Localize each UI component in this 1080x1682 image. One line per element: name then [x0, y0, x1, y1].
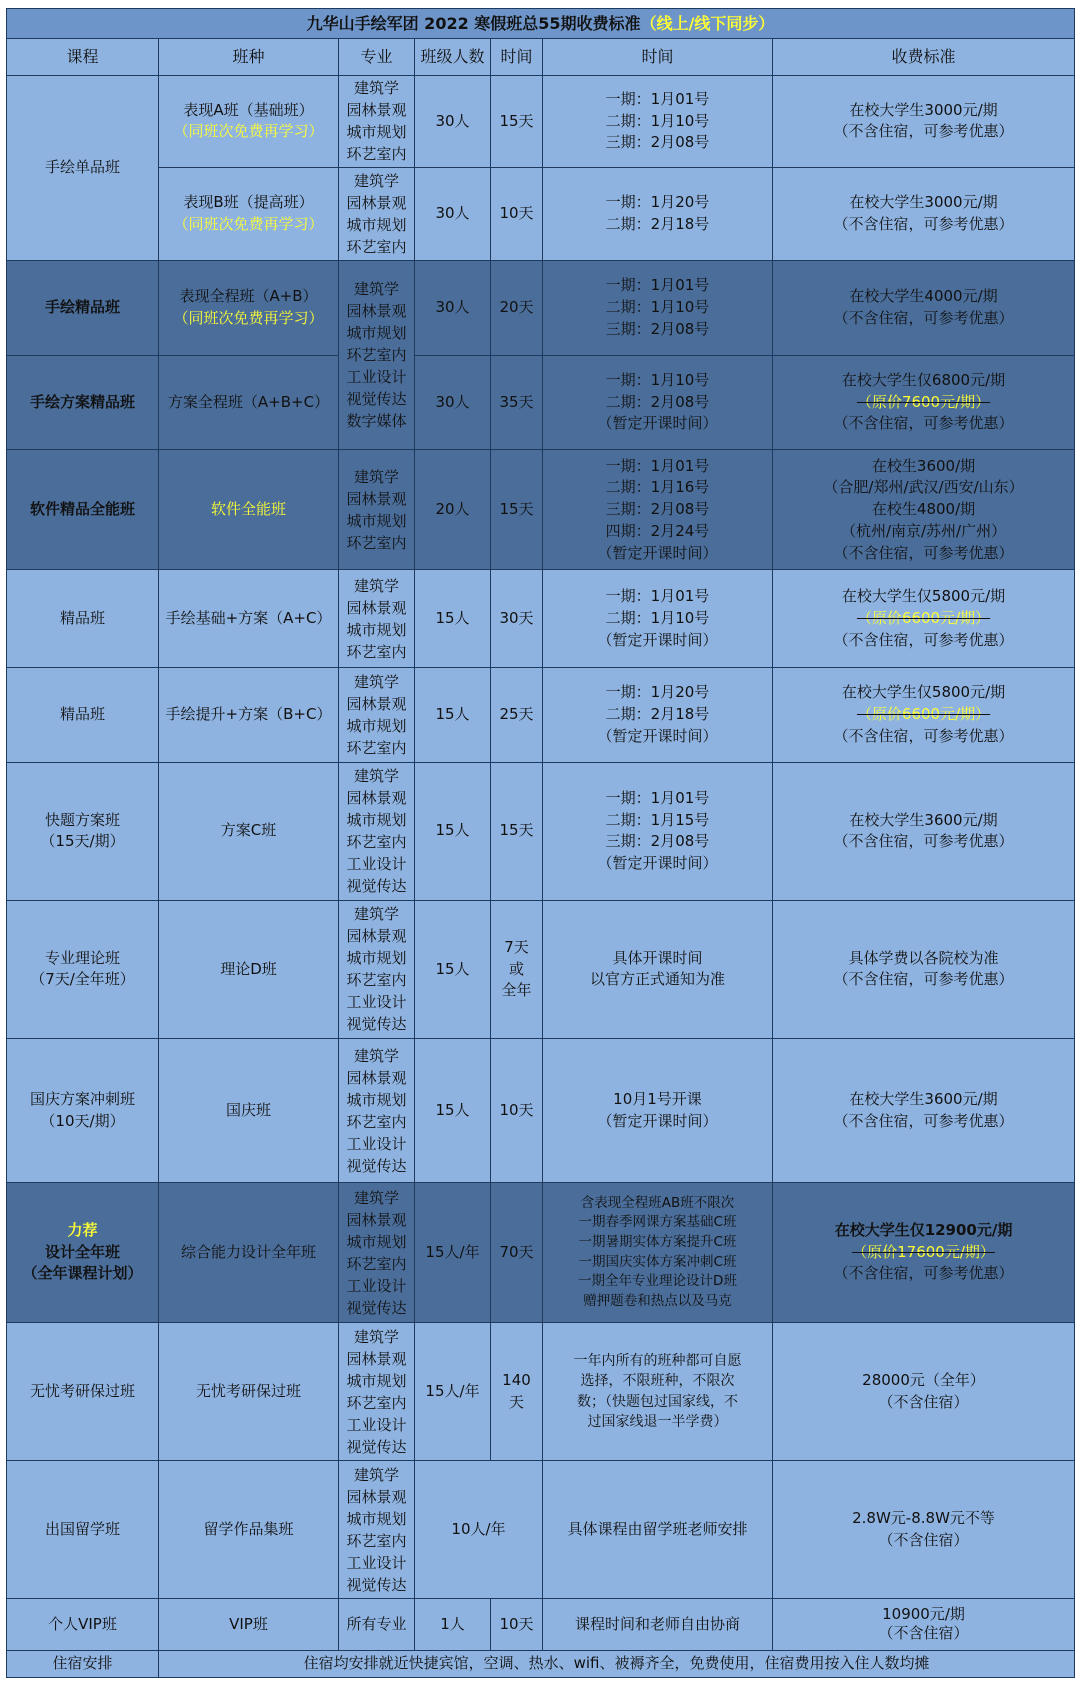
major-item: 工业设计: [346, 993, 407, 1012]
class-name: 表现A班（基础班）: [183, 100, 314, 119]
duration-cell: 10天: [491, 1038, 543, 1182]
fee-note: （不含住宿，可参考优惠）: [833, 122, 1014, 141]
fee-line: （杭州/南京/苏州/广州）: [840, 521, 1007, 540]
major-item: 环艺室内: [346, 642, 407, 661]
course-cell: 出国留学班: [7, 1461, 159, 1599]
schedule-line: 数；（快题包过国家线，不: [577, 1393, 738, 1410]
course-cell: 精品班: [7, 668, 159, 763]
major-item: 工业设计: [346, 855, 407, 874]
class-cell: [159, 168, 339, 261]
major-item: 建筑学: [353, 1188, 399, 1207]
class-cell: 手绘提升+方案（B+C）: [159, 668, 339, 763]
major-cell: [339, 900, 415, 1038]
major-cell: [339, 762, 415, 900]
duration-cell: 15天: [491, 75, 543, 168]
fee-price: 在校大学生3000元/期: [849, 100, 998, 119]
fee-cell: [773, 355, 1075, 450]
major-item: 建筑学: [353, 1327, 399, 1346]
major-item: 建筑学: [353, 467, 399, 486]
major-item: 园林景观: [346, 101, 407, 120]
major-item: 城市规划: [346, 1090, 407, 1109]
fee-note: （不含住宿，可参考优惠）: [833, 630, 1014, 649]
course-sub: （全年课程计划）: [22, 1264, 143, 1283]
fee-line: （合肥/郑州/武汉/西安/山东）: [823, 478, 1024, 497]
title-highlight: （线上/线下同步）: [640, 14, 775, 34]
major-item: 城市规划: [346, 811, 407, 830]
major-item: 工业设计: [346, 368, 407, 387]
major-cell: [339, 168, 415, 261]
table-row: [7, 1650, 1075, 1677]
duration-cell: 140天: [491, 1323, 543, 1461]
fee-table: [6, 8, 1075, 1678]
major-item: 工业设计: [346, 1553, 407, 1572]
duration-cell: 70天: [491, 1183, 543, 1323]
table-row: [7, 168, 1075, 261]
class-cell: 理论D班: [159, 900, 339, 1038]
schedule-line: （暂定开课时间）: [597, 726, 718, 745]
header-duration: 时间: [491, 39, 543, 75]
schedule-line: 三期：2月08号: [605, 832, 710, 851]
major-item: 环艺室内: [346, 533, 407, 552]
size-cell: 15人: [415, 570, 491, 668]
schedule-line: 二期：2月18号: [605, 215, 710, 234]
class-name: 表现全程班（A+B）: [179, 287, 318, 306]
fee-note: （不含住宿）: [878, 1530, 969, 1549]
schedule-line: 10月1号开课: [613, 1089, 702, 1108]
class-cell: [159, 260, 339, 355]
major-item: 园林景观: [346, 1068, 407, 1087]
schedule-line: 一期：1月01号: [605, 456, 710, 475]
fee-line: （不含住宿，可参考优惠）: [833, 543, 1014, 562]
major-item: 城市规划: [346, 511, 407, 530]
major-item: 视觉传达: [346, 1156, 407, 1175]
schedule-line: 选择，不限班种，不限次: [580, 1373, 735, 1390]
major-item: 环艺室内: [346, 1112, 407, 1131]
header-major: 专业: [339, 39, 415, 75]
major-item: 园林景观: [346, 694, 407, 713]
major-item: 园林景观: [346, 1349, 407, 1368]
course-name: 国庆方案冲刺班: [29, 1089, 135, 1108]
header-class-type: 班种: [159, 39, 339, 75]
major-item: 城市规划: [346, 949, 407, 968]
major-cell: [339, 75, 415, 168]
fee-price: 10900元/期: [882, 1604, 965, 1623]
class-cell: 国庆班: [159, 1038, 339, 1182]
duration-line: 或: [508, 959, 524, 978]
schedule-cell: [543, 570, 773, 668]
major-item: 视觉传达: [346, 1015, 407, 1034]
duration-cell: 20天: [491, 260, 543, 355]
size-cell: 15人: [415, 762, 491, 900]
schedule-line: 一期全年专业理论设计D班: [578, 1273, 737, 1290]
class-cell: 方案全程班（A+B+C）: [159, 355, 339, 450]
schedule-line: 一期暑期实体方案提升C班: [578, 1234, 737, 1251]
major-item: 城市规划: [346, 216, 407, 235]
schedule-line: 二期：1月16号: [605, 478, 710, 497]
schedule-line: 三期：2月08号: [605, 500, 710, 518]
major-item: 建筑学: [353, 79, 399, 98]
class-note: （同班次免费再学习）: [173, 215, 324, 234]
major-item: 环艺室内: [346, 1393, 407, 1412]
class-cell: 综合能力设计全年班: [159, 1183, 339, 1323]
course-sub: （7天/全年班）: [30, 970, 135, 989]
course-name: 快题方案班: [44, 810, 120, 829]
fee-line: 在校生3600/期: [871, 456, 976, 475]
schedule-line: 一期国庆实体方案冲刺C班: [578, 1253, 737, 1270]
course-cell: [7, 1183, 159, 1323]
fee-price: 在校大学生仅12900元/期: [834, 1220, 1013, 1239]
schedule-cell: [543, 900, 773, 1038]
major-item: 环艺室内: [346, 346, 407, 365]
major-item: 城市规划: [346, 324, 407, 343]
class-cell: 软件全能班: [159, 450, 339, 570]
schedule-cell: [543, 1461, 773, 1599]
fee-cell: [773, 1599, 1075, 1650]
size-cell: 15人/年: [415, 1323, 491, 1461]
major-cell: [339, 260, 415, 449]
major-cell: [339, 668, 415, 763]
duration-line: 7天: [504, 937, 529, 956]
fee-price: 在校大学生4000元/期: [849, 287, 998, 306]
schedule-line: 一期：1月20号: [605, 683, 710, 702]
schedule-line: 具体课程由留学班老师安排: [567, 1519, 748, 1538]
schedule-line: （暂定开课时间）: [597, 1111, 718, 1130]
table-row: [7, 668, 1075, 763]
major-item: 城市规划: [346, 123, 407, 142]
major-item: 建筑学: [353, 905, 399, 924]
course-name: 专业理论班: [44, 948, 120, 967]
major-item: 环艺室内: [346, 738, 407, 757]
size-cell: 30人: [415, 355, 491, 450]
class-cell: 留学作品集班: [159, 1461, 339, 1599]
schedule-line: 二期：1月10号: [605, 297, 710, 316]
major-item: 园林景观: [346, 489, 407, 508]
size-cell: 1人: [415, 1599, 491, 1650]
major-item: 园林景观: [346, 1210, 407, 1229]
schedule-line: 含表现全程班AB班不限次: [580, 1194, 735, 1211]
course-name: 设计全年班: [44, 1242, 120, 1261]
header-fee: 收费标准: [773, 39, 1075, 75]
schedule-cell: [543, 260, 773, 355]
fee-note: （不含住宿，可参考优惠）: [833, 970, 1014, 989]
major-item: 园林景观: [346, 302, 407, 321]
major-item: 视觉传达: [346, 1298, 407, 1317]
major-item: 城市规划: [346, 1232, 407, 1251]
class-note: （同班次免费再学习）: [173, 308, 324, 327]
table-row: [7, 1038, 1075, 1182]
original-price: （原价6600元/期）: [856, 705, 991, 724]
fee-note: （不含住宿，可参考优惠）: [833, 1111, 1014, 1130]
fee-cell: [773, 900, 1075, 1038]
fee-note: （不含住宿，可参考优惠）: [833, 414, 1014, 433]
major-item: 建筑学: [353, 576, 399, 595]
class-note: （同班次免费再学习）: [173, 122, 324, 141]
course-cell: 手绘方案精品班: [7, 355, 159, 450]
major-item: 园林景观: [346, 1487, 407, 1506]
fee-cell: [773, 762, 1075, 900]
major-item: 视觉传达: [346, 1437, 407, 1456]
table-row: [7, 1183, 1075, 1323]
table-row: [7, 450, 1075, 570]
size-cell: 10人/年: [415, 1461, 543, 1599]
schedule-cell: 课程时间和老师自由协商: [543, 1599, 773, 1650]
table-row: [7, 260, 1075, 355]
major-item: 建筑学: [353, 672, 399, 691]
fee-note: （不含住宿，可参考优惠）: [833, 726, 1014, 745]
course-cell: 手绘单品班: [7, 75, 159, 260]
table-row: [7, 762, 1075, 900]
schedule-line: 二期：1月10号: [605, 111, 710, 130]
major-item: 视觉传达: [346, 1575, 407, 1594]
original-price: （原价17600元/期）: [852, 1242, 995, 1261]
schedule-cell: [543, 1323, 773, 1461]
fee-note: （不含住宿）: [878, 1392, 969, 1411]
schedule-line: 过国家线退一半学费）: [587, 1413, 728, 1430]
schedule-cell: [543, 1038, 773, 1182]
class-cell: 无忧考研保过班: [159, 1323, 339, 1461]
table-row: [7, 1323, 1075, 1461]
duration-line: 全年: [501, 981, 532, 1000]
major-cell: [339, 570, 415, 668]
size-cell: 30人: [415, 168, 491, 261]
major-item: 环艺室内: [346, 833, 407, 852]
table-row: [7, 355, 1075, 450]
schedule-line: （暂定开课时间）: [597, 854, 718, 873]
title-row: [7, 9, 1075, 39]
major-item: 工业设计: [346, 1415, 407, 1434]
size-cell: 20人: [415, 450, 491, 570]
size-cell: 30人: [415, 260, 491, 355]
fee-cell: [773, 1323, 1075, 1461]
duration-cell: 35天: [491, 355, 543, 450]
schedule-line: （暂定开课时间）: [597, 414, 718, 433]
class-cell: VIP班: [159, 1599, 339, 1650]
accommodation-text: 住宿均安排就近快捷宾馆，空调、热水、wifi、被褥齐全，免费使用，住宿费用按入住人数均摊: [159, 1650, 1075, 1677]
duration-cell: 10天: [491, 1599, 543, 1650]
size-cell: 15人/年: [415, 1183, 491, 1323]
schedule-line: 一期：1月01号: [605, 89, 710, 108]
duration-cell: 10天: [491, 168, 543, 261]
major-item: 环艺室内: [346, 1531, 407, 1550]
table-row: [7, 570, 1075, 668]
major-item: 园林景观: [346, 927, 407, 946]
course-sub: （10天/期）: [40, 1111, 125, 1130]
major-item: 建筑学: [353, 1046, 399, 1065]
fee-cell: [773, 168, 1075, 261]
fee-price: 在校大学生仅5800元/期: [841, 683, 1006, 702]
major-item: 环艺室内: [346, 971, 407, 990]
major-item: 工业设计: [346, 1134, 407, 1153]
major-cell: [339, 1038, 415, 1182]
fee-cell: [773, 1461, 1075, 1599]
schedule-cell: [543, 762, 773, 900]
course-sub: （15天/期）: [40, 832, 125, 851]
major-item: 建筑学: [353, 1465, 399, 1484]
major-item: 视觉传达: [346, 877, 407, 896]
schedule-line: 二期：2月18号: [605, 705, 710, 724]
fee-price: 在校大学生仅5800元/期: [841, 587, 1006, 606]
schedule-line: （暂定开课时间）: [597, 630, 718, 649]
course-cell: 软件精品全能班: [7, 450, 159, 570]
original-price: （原价7600元/期）: [856, 392, 991, 411]
schedule-line: 一期：1月10号: [605, 370, 710, 389]
size-cell: 15人: [415, 1038, 491, 1182]
fee-note: （不含住宿，可参考优惠）: [833, 215, 1014, 234]
schedule-cell: [543, 355, 773, 450]
schedule-line: 三期：2月08号: [605, 319, 710, 338]
schedule-line: 一年内所有的班种都可自愿: [573, 1353, 742, 1370]
course-cell: [7, 900, 159, 1038]
major-item: 城市规划: [346, 620, 407, 639]
schedule-line: 以官方正式通知为准: [589, 970, 725, 989]
fee-price: 在校大学生仅6800元/期: [841, 370, 1006, 389]
schedule-cell: [543, 1183, 773, 1323]
class-cell: [159, 75, 339, 168]
original-price: （原价6600元/期）: [856, 608, 991, 627]
fee-price: 2.8W元-8.8W元不等: [852, 1508, 995, 1527]
header-row: [7, 39, 1075, 75]
major-item: 城市规划: [346, 1509, 407, 1528]
fee-cell: [773, 570, 1075, 668]
fee-cell: [773, 1183, 1075, 1323]
major-item: 园林景观: [346, 789, 407, 808]
major-item: 视觉传达: [346, 390, 407, 409]
fee-price: 在校大学生3600元/期: [849, 1089, 998, 1108]
schedule-cell: [543, 168, 773, 261]
fee-price: 28000元（全年）: [862, 1370, 985, 1389]
fee-cell: [773, 75, 1075, 168]
major-cell: 所有专业: [339, 1599, 415, 1650]
class-name: 表现B班（提高班）: [183, 193, 314, 212]
fee-note: （不含住宿）: [878, 1624, 969, 1643]
course-cell: [7, 762, 159, 900]
schedule-line: 三期：2月08号: [605, 133, 710, 152]
course-cell: 精品班: [7, 570, 159, 668]
schedule-cell: [543, 450, 773, 570]
major-item: 建筑学: [353, 280, 399, 299]
major-cell: [339, 450, 415, 570]
fee-note: （不含住宿，可参考优惠）: [833, 832, 1014, 851]
fee-price: 具体学费以各院校为准: [848, 948, 999, 967]
schedule-line: 二期：1月10号: [605, 608, 710, 627]
size-cell: 30人: [415, 75, 491, 168]
table-row: [7, 75, 1075, 168]
title-main: 九华山手绘军团 2022 寒假班总55期收费标准: [306, 14, 641, 34]
fee-cell: [773, 260, 1075, 355]
schedule-line: 二期：1月15号: [605, 810, 710, 829]
size-cell: 15人: [415, 668, 491, 763]
fee-note: （不含住宿，可参考优惠）: [833, 1264, 1014, 1283]
class-cell: 手绘基础+方案（A+C）: [159, 570, 339, 668]
schedule-cell: [543, 75, 773, 168]
duration-cell: 15天: [491, 450, 543, 570]
major-item: 园林景观: [346, 194, 407, 213]
fee-price: 在校大学生3600元/期: [849, 810, 998, 829]
schedule-line: 一期：1月01号: [605, 788, 710, 807]
schedule-line: 赠押题卷和热点以及马克: [583, 1292, 732, 1309]
table-row: [7, 1599, 1075, 1650]
major-cell: [339, 1461, 415, 1599]
major-item: 建筑学: [353, 172, 399, 191]
major-cell: [339, 1183, 415, 1323]
schedule-line: （暂定开课时间）: [597, 543, 718, 562]
course-cell: 手绘精品班: [7, 260, 159, 355]
schedule-line: 四期：2月24号: [605, 521, 710, 540]
major-item: 环艺室内: [346, 145, 407, 164]
schedule-line: 一期春季网课方案基础C班: [578, 1214, 737, 1231]
duration-cell: [491, 900, 543, 1038]
major-item: 工业设计: [346, 1276, 407, 1295]
header-class-size: 班级人数: [415, 39, 491, 75]
major-item: 环艺室内: [346, 238, 407, 257]
major-item: 园林景观: [346, 598, 407, 617]
fee-cell: [773, 668, 1075, 763]
course-cell: [7, 1038, 159, 1182]
table-row: [7, 900, 1075, 1038]
page-title: [7, 9, 1075, 39]
schedule-line: 一期：1月01号: [605, 276, 710, 295]
schedule-line: 一期：1月01号: [605, 587, 710, 606]
major-item: 环艺室内: [346, 1254, 407, 1273]
fee-cell: [773, 1038, 1075, 1182]
size-cell: 15人: [415, 900, 491, 1038]
major-item: 数字媒体: [346, 412, 407, 431]
header-course: 课程: [7, 39, 159, 75]
fee-note: （不含住宿，可参考优惠）: [833, 308, 1014, 327]
schedule-line: 一期：1月20号: [605, 193, 710, 212]
header-schedule: 时间: [543, 39, 773, 75]
major-item: 城市规划: [346, 1371, 407, 1390]
duration-cell: 15天: [491, 762, 543, 900]
recommend-badge: 力荐: [67, 1220, 98, 1239]
fee-price: 在校大学生3000元/期: [849, 193, 998, 212]
course-cell: 个人VIP班: [7, 1599, 159, 1650]
table-row: [7, 1461, 1075, 1599]
major-item: 建筑学: [353, 767, 399, 786]
course-cell: 无忧考研保过班: [7, 1323, 159, 1461]
major-item: 城市规划: [346, 716, 407, 735]
course-cell: 住宿安排: [7, 1650, 159, 1677]
fee-cell: [773, 450, 1075, 570]
major-cell: [339, 1323, 415, 1461]
schedule-line: 具体开课时间: [612, 948, 703, 967]
schedule-cell: [543, 668, 773, 763]
duration-cell: 30天: [491, 570, 543, 668]
class-cell: 方案C班: [159, 762, 339, 900]
fee-line: 在校生4800/期: [871, 500, 976, 518]
schedule-line: 二期：2月08号: [605, 392, 710, 411]
duration-cell: 25天: [491, 668, 543, 763]
